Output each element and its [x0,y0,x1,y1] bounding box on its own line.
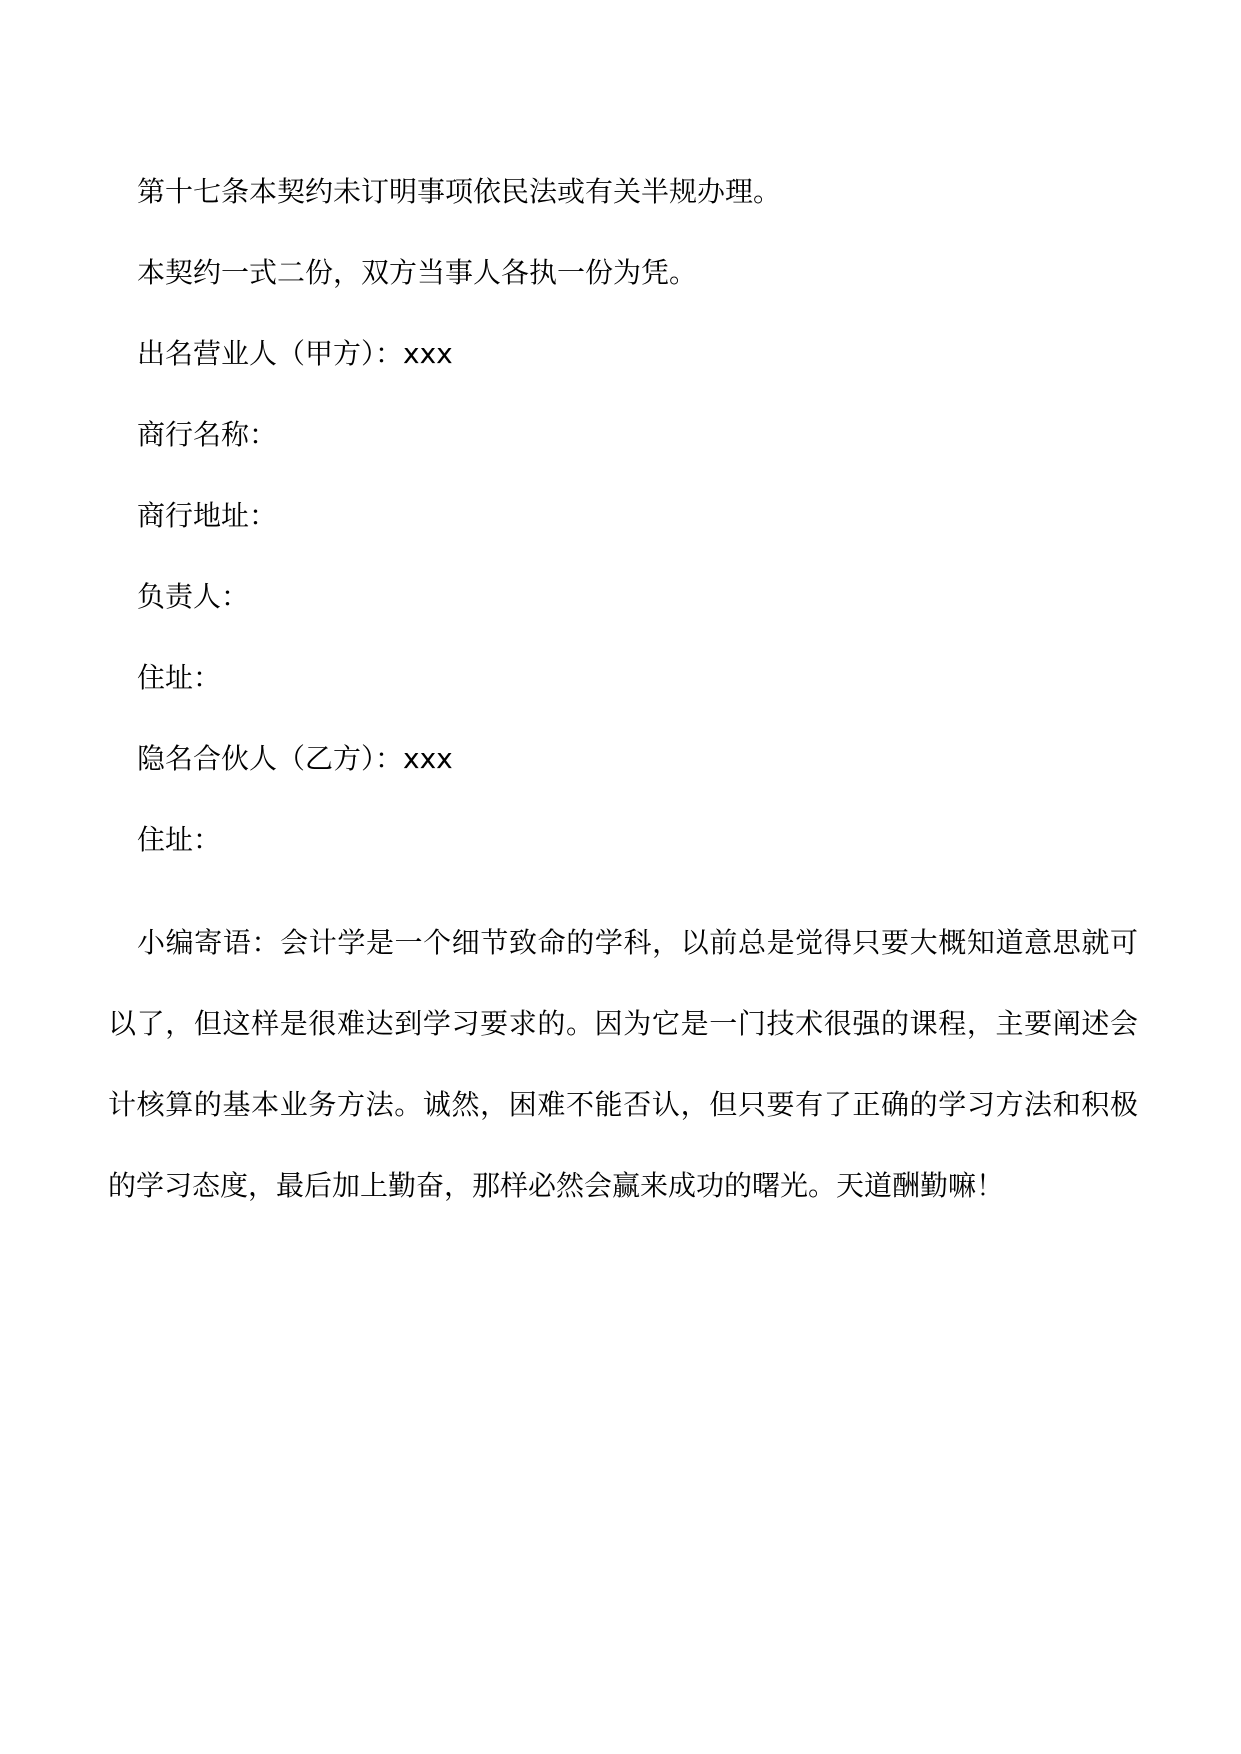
article-17-paragraph: 第十七条本契约未订明事项依民法或有关半规办理。 [137,175,782,208]
party-a-line: 出名营业人（甲方）：xxx [137,337,453,370]
editor-note-paragraph: 小编寄语：会计学是一个细节致命的学科，以前总是觉得只要大概知道意思就可以了，但这样是很难达到学习要求的。因为它是一门技术很强的课程，主要阐述会计核算的基本业务方法。诚然，困难不能否认，但只要有了正确的学习方法和积极的学习态度，最后加上勤奋，那样必然会赢来成功的曙光。天道酬勤嘛！ [108,926,1138,1202]
party-b-line: 隐名合伙人（乙方）：xxx [137,742,453,775]
party-a-residence-line: 住址： [137,661,222,694]
firm-address-line: 商行地址： [137,499,278,532]
copies-paragraph: 本契约一式二份，双方当事人各执一份为凭。 [137,256,698,289]
responsible-person-line: 负责人： [137,580,250,613]
firm-name-line: 商行名称： [137,418,278,451]
party-b-residence-line: 住址： [137,823,222,856]
